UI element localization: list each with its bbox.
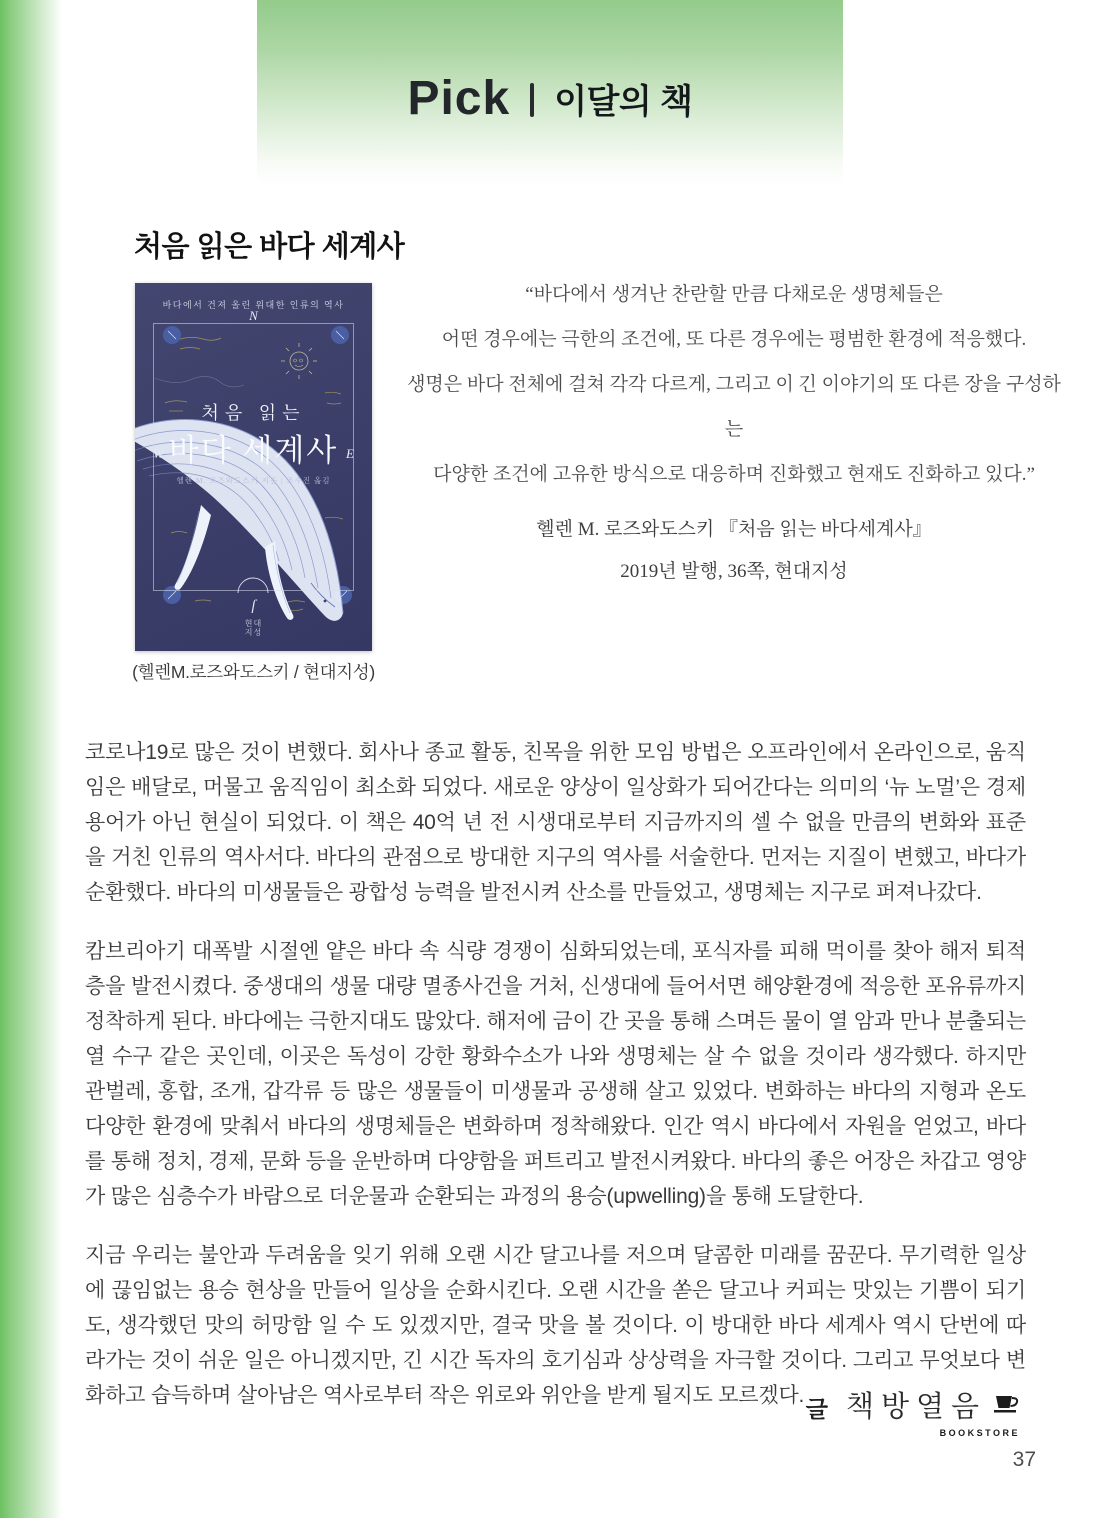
compass-w-label: W [153, 446, 164, 461]
quote-line: 다양한 조건에 고유한 방식으로 대응하며 진화했고 현재도 진화하고 있다.” [433, 464, 1035, 485]
left-green-gradient-strip [0, 0, 62, 1518]
byline [806, 1384, 1020, 1438]
cover-author-line: 헬렌 M. 로즈와도스키 지음 | 조수진 옮김 [176, 476, 331, 485]
quote-attribution-book: 헬렌 M. 로즈와도스키 『처음 읽는 바다세계사』 [536, 519, 932, 540]
book-cover-image [135, 283, 372, 651]
publisher-name [135, 619, 372, 637]
body-paragraph-2: 캄브리아기 대폭발 시절엔 얕은 바다 속 식량 경쟁이 심화되었는데, 포식자를 피해 먹이를 찾아 해저 퇴적층을 발전시켰다. 중생대의 생물 대량 멸종사건을 거처, 신생대에 들어서면 해양환경에 적응한 포유류까지 정착하게 된다. 바다에는 극한지대도 많았다. 해저에 금이 간 곳을 통해 스며든 물이 열 암과 만나 분출되는 열 수구 같은 곳인데, 이곳은 독성이 강한 황화수소가 나와 생명체는 살 수 없을 것이라 생각했다. 하지만 관벌레, 홍합, 조개, 갑각류 등 많은 생물들이 미생물과 공생해 살고 있었다. 변화하는 바다의 지형과 온도 다양한 환경에 맞춰서 바다의 생명체들은 변화하며 정착해왔다. 인간 역시 바다에서 자원을 얻었고, 바다를 통해 정치, 경제, 문화 등을 운반하며 다양함을 퍼트리고 발전시켜왔다. 바다의 좋은 어장은 차갑고 영양가 많은 심층수가 바람으로 더운물과 순환되는 과정의 용승(upwelling)을 통해 도달한다. [85, 940, 1026, 1208]
quote-line: 생명은 바다 전체에 걸쳐 각각 다르게, 그리고 이 긴 이야기의 또 다른 장을 구성하는 [407, 374, 1061, 440]
publisher-mark: ſ [251, 598, 256, 614]
compass-e-label: E [346, 446, 354, 461]
header-title-ko: 이달의 책 [554, 82, 693, 121]
bookstore-subtitle: BOOKSTORE [939, 1428, 1020, 1438]
quote-line: 어떤 경우에는 극한의 조건에, 또 다른 경우에는 평범한 환경에 적응했다. [441, 329, 1027, 350]
header-title-en: Pick [407, 71, 511, 125]
body-paragraph-3: 지금 우리는 불안과 두려움을 잊기 위해 오랜 시간 달고나를 저으며 달콤한 미래를 꿈꾼다. 무기력한 일상에 끊임없는 용승 현상을 만들어 일상을 순화시킨다. 오랜 시간을 쏟은 달고나 커피는 맛있는 기쁨이 되기도, 생각했던 맛의 허망함 일 수 도 있겠지만, 결국 맛을 볼 것이다. 이 방대한 바다 세계사 역시 단번에 따라가는 것이 쉬운 일은 아니겠지만, 긴 시간 독자의 호기심과 상상력을 자극할 것이다. 그리고 무엇보다 변화하고 습득하며 살아남은 역사로부터 작은 위로와 위안을 받게 될지도 모르겠다. [85, 1244, 1026, 1407]
bookstore-signature [846, 1384, 1020, 1438]
quote-attribution [398, 509, 1070, 593]
article-body [85, 735, 1026, 1437]
header-band [257, 0, 843, 186]
coffee-cup-icon [994, 1394, 1020, 1416]
quote-line: “바다에서 생겨난 찬란할 만큼 다채로운 생명체들은 [525, 284, 943, 305]
byline-prefix: 글 [805, 1396, 828, 1422]
bookstore-name: 책방열음 [845, 1391, 986, 1423]
book-cover [135, 283, 372, 651]
cover-title-line1: 처음 읽는 [201, 403, 306, 423]
body-paragraph-1: 코로나19로 많은 것이 변했다. 회사나 종교 활동, 친목을 위한 모임 방법은 오프라인에서 온라인으로, 움직임은 배달로, 머물고 움직임이 최소화 되었다. 새로운 양상이 일상화가 되어간다는 의미의 ‘뉴 노멀’은 경제용어가 아닌 현실이 되었다. 이 책은 40억 년 전 시생대로부터 지금까지의 셀 수 없을 만큼의 변화와 표준을 거친 인류의 역사서다. 바다의 관점으로 방대한 지구의 역사를 서술한다. 먼저는 지질이 변했고, 바다가 순환했다. 바다의 미생물들은 광합성 능력을 발전시켜 산소를 만들었고, 생명체는 지구로 퍼져나갔다. [85, 741, 1026, 904]
publisher-name-line1: 현대 [244, 619, 263, 628]
publisher-name-line2: 지성 [244, 628, 263, 637]
cover-tagline: 바다에서 건져 올린 위대한 인류의 역사 [162, 300, 345, 310]
book-caption: (헬렌M.로즈와도스키 / 현대지성) [132, 662, 375, 682]
header-divider [530, 83, 534, 117]
quote-attribution-publish-info: 2019년 발행, 36쪽, 현대지성 [620, 561, 848, 582]
quote-block [398, 272, 1070, 593]
article-title: 처음 읽은 바다 세계사 [134, 231, 405, 263]
cover-title-line2: 바다 세계사 [168, 433, 339, 468]
page-number: 37 [1012, 1448, 1036, 1471]
compass-n-label: N [249, 308, 258, 323]
